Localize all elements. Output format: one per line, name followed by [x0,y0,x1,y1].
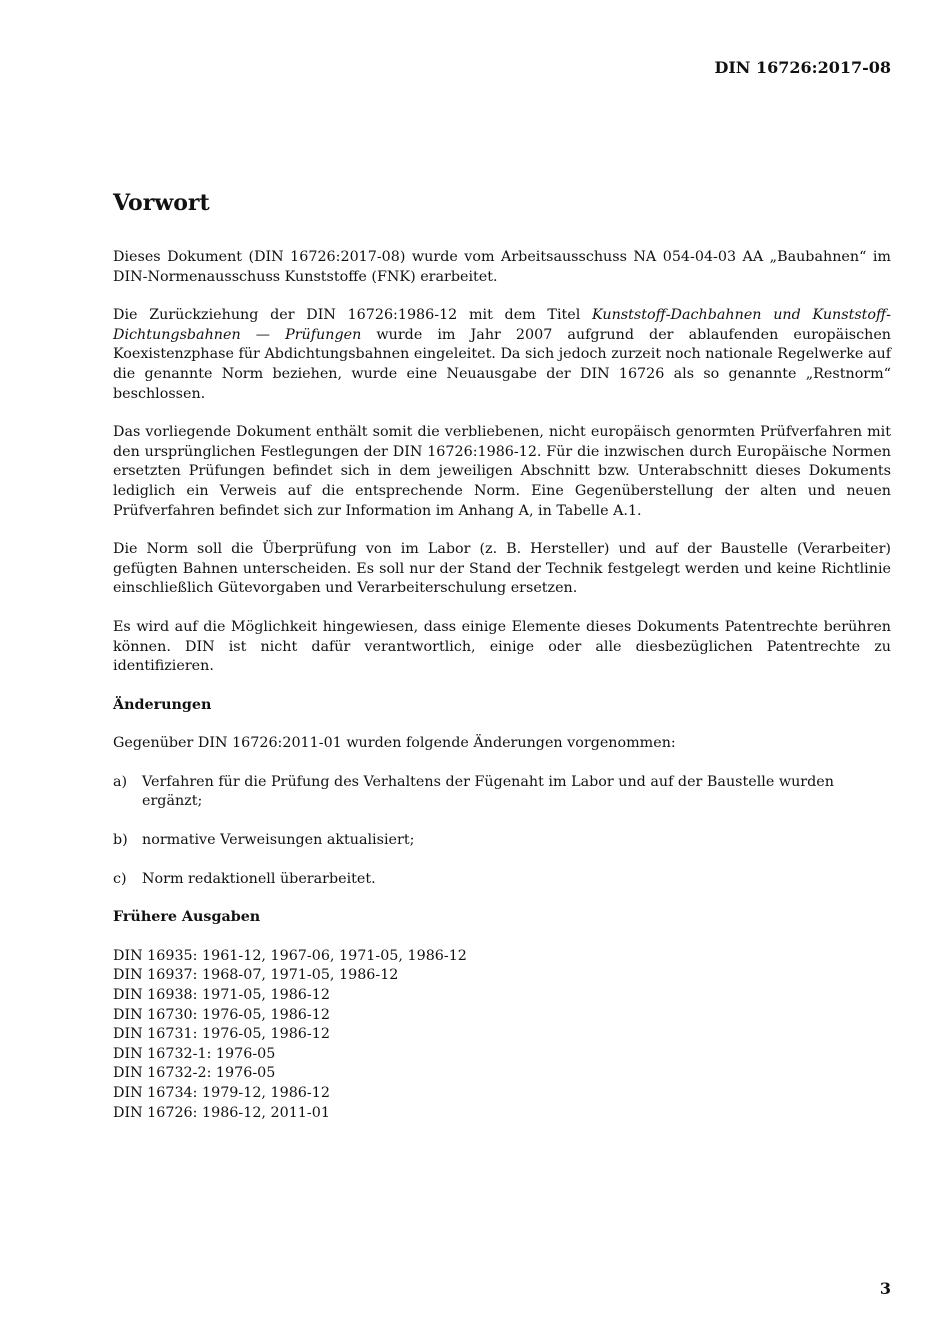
list-marker: a) [113,773,128,790]
list-item [113,773,891,812]
page-title: Vorwort [113,190,210,216]
list-item-text: Verfahren für die Prüfung des Verhaltens der Fügenaht im Labor und auf der Baustelle wurden ergänzt; [142,773,834,810]
edition-item: DIN 16730: 1976-05, 1986-12 [113,1006,330,1023]
edition-item: DIN 16937: 1968-07, 1971-05, 1986-12 [113,967,399,984]
document-id: DIN 16726:2017-08 [714,58,891,77]
edition-item: DIN 16732-2: 1976-05 [113,1065,276,1082]
previous-editions-list [113,947,891,1123]
edition-item: DIN 16731: 1976-05, 1986-12 [113,1026,330,1043]
edition-item: DIN 16732-1: 1976-05 [113,1045,276,1062]
paragraph-5: Es wird auf die Möglichkeit hingewiesen, dass einige Elemente dieses Dokuments Patentrechte berühren können. DIN ist nicht dafür verantwortlich, einige oder alle diesbezüglichen Patentrechte zu identifizieren. [113,618,891,675]
paragraph-2 [113,306,891,404]
paragraph-4: Die Norm soll die Überprüfung von im Labor (z. B. Hersteller) und auf der Baustelle (Verarbeiter) gefügten Bahnen unterscheiden. Es soll nur der Stand der Technik festgelegt werden und keine Richtlinie einschließlich Gütevorgaben und Verarbeiterschulung ersetzen. [113,541,891,597]
list-item-text: normative Verweisungen aktualisiert; [142,832,415,849]
page-number: 3 [879,1279,891,1298]
changes-heading: Änderungen [113,696,212,713]
standard-title-italic: Kunststoff-Dachbahnen und Kunststoff-Dichtungsbahnen — Prüfungen [113,307,891,343]
list-item [113,870,891,890]
list-marker: b) [113,832,128,849]
changes-list [113,773,891,889]
previous-editions-heading: Frühere Ausgaben [113,909,261,926]
paragraph-2-text-b: wurde im Jahr 2007 aufgrund der ablaufenden europäischen Koexistenzphase für Abdichtungsbahnen eingeleitet. Da sich jedoch zurzeit noch nationale Regelwerke auf die genannte Norm beziehen, wurde eine Neuausgabe der DIN 16726 als so genannte „Restnorm“ beschlossen. [113,326,891,402]
paragraph-3: Das vorliegende Dokument enthält somit die verbliebenen, nicht europäisch genormten Prüfverfahren mit den ursprünglichen Festlegungen der DIN 16726:1986-12. Für die inzwischen durch Europäische Normen ersetzten Prüfungen befindet sich in dem jeweiligen Abschnitt bzw. Unterabschnitt dieses Dokuments lediglich ein Verweis auf die entsprechende Norm. Eine Gegenüberstellung der alten und neuen Prüfverfahren befindet sich zur Information im Anhang A, in Tabelle A.1. [113,424,891,519]
paragraph-1: Dieses Dokument (DIN 16726:2017-08) wurde vom Arbeitsausschuss NA 054-04-03 AA „Baubahnen“ im DIN-Normenausschuss Kunststoffe (FNK) erarbeitet. [113,249,891,285]
edition-item: DIN 16726: 1986-12, 2011-01 [113,1104,330,1121]
edition-item: DIN 16938: 1971-05, 1986-12 [113,987,330,1004]
list-item [113,831,891,851]
foreword-section [113,188,891,1123]
edition-item: DIN 16734: 1979-12, 1986-12 [113,1085,330,1101]
edition-item: DIN 16935: 1961-12, 1967-06, 1971-05, 1986-12 [113,947,467,964]
list-item-text: Norm redaktionell überarbeitet. [142,870,376,887]
list-marker: c) [113,870,127,887]
paragraph-2-text-a: Die Zurückziehung der DIN 16726:1986-12 mit dem Titel [113,307,593,324]
changes-intro: Gegenüber DIN 16726:2011-01 wurden folgende Änderungen vorgenommen: [113,735,676,752]
